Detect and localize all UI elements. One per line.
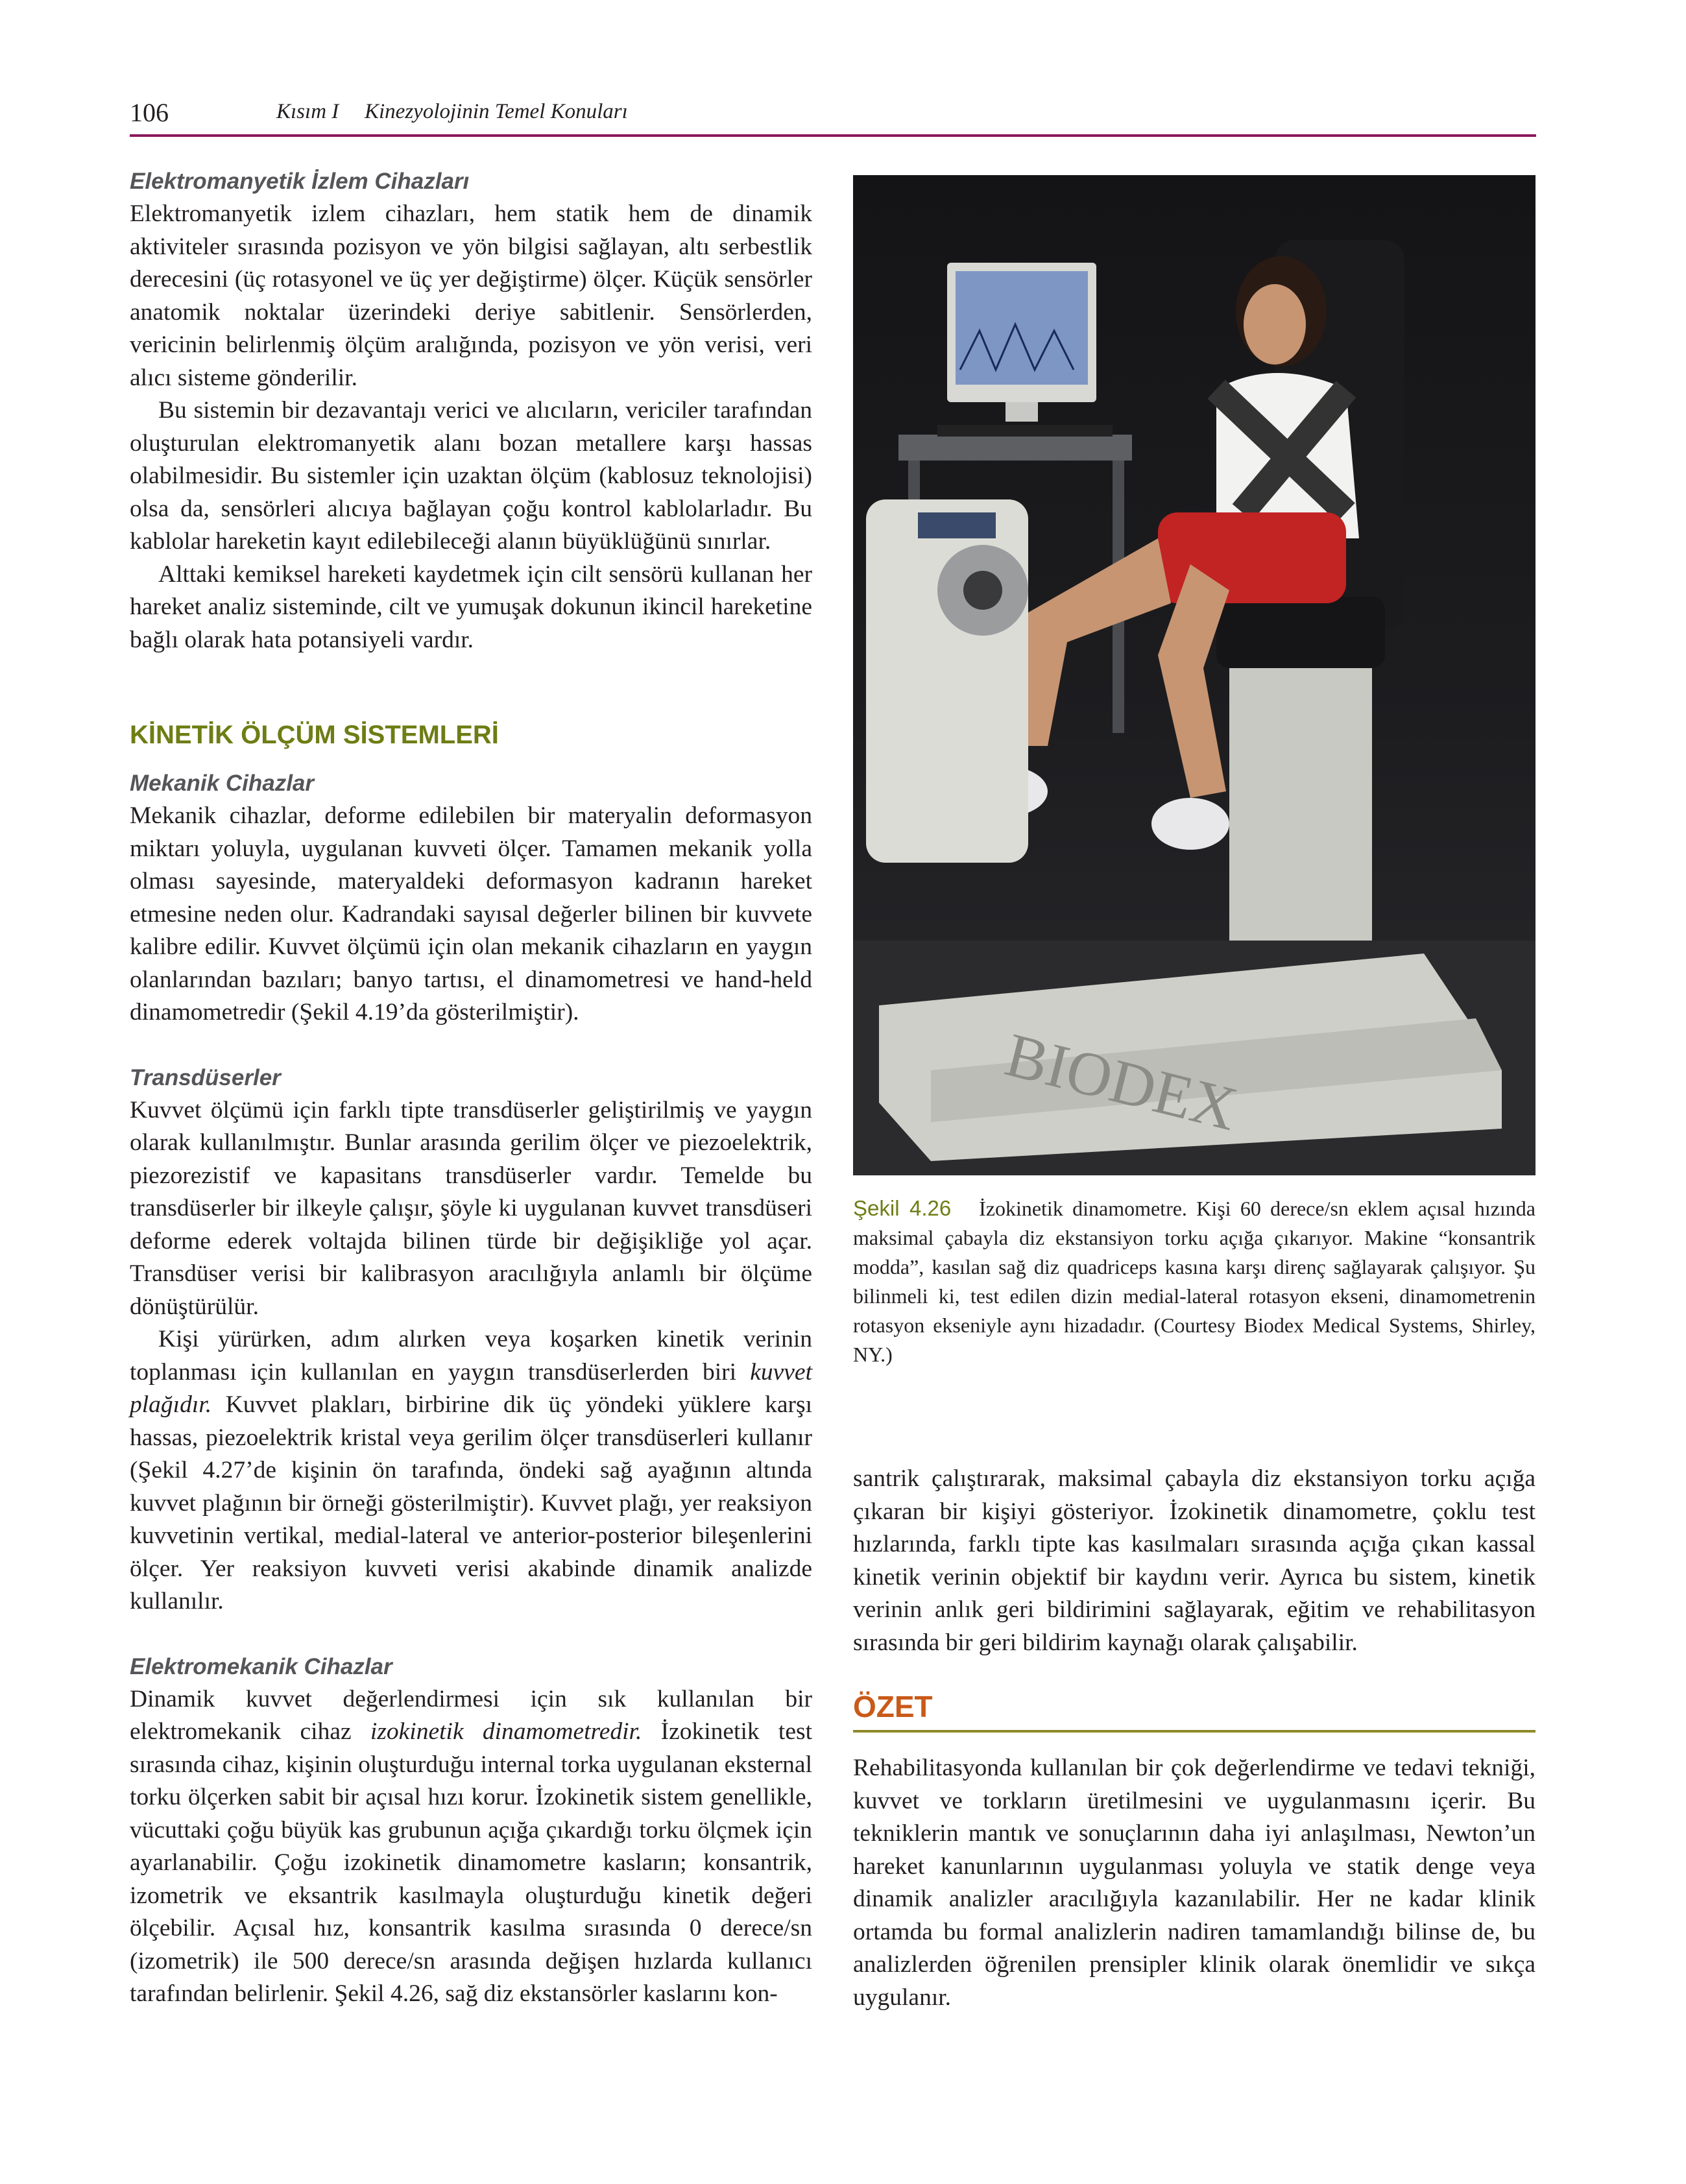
- emphasis: izokinetik dinamometredir.: [370, 1718, 642, 1745]
- section-heading-mechanical: Mekanik Cihazlar: [130, 771, 314, 796]
- chapter-title: Kinezyolojinin Temel Konuları: [365, 100, 628, 123]
- text-run: İzokinetik test sırasında cihaz, kişinin oluşturduğu internal torka uygulanan eksternal torku ölçerken sabit bir açısal hızı korur. İzokinetik sistem genellikle, vücuttaki çoğu büyük kas grubunun açığa çıkardığı torku ölçmek için ayarlanabilir. Çoğu izokinetik dinamometre kasların; konsantrik, izometrik ve eksantrik kasılmayla oluşturduğu kinetik değeri ölçebilir. Açısal hız, konsantrik kasılma sırasında 0 derece/sn (izometrik) ile 500 derece/sn arasında değişen hızlarda kullanıcı tarafından belirlenir. Şekil 4.26, sağ diz ekstansörler kaslarını kon-: [130, 1718, 812, 2007]
- summary-paragraph: Rehabilitasyonda kullanılan bir çok değerlendirme ve tedavi tekniği, kuvvet ve torkların üretilmesini ve uygulanmasını içerir. Bu tekniklerin mantık ve sonuçlarının daha iyi anlaşılması, Newton’un hareket kanunlarının uygulanması yoluyla ve statik denge veya dinamik analizler aracılığıyla kazanılabilir. Her ne kadar klinik ortamda bu formal analizlerin nadiren tamamlandığı bilinse de, bu analizlerden öğrenilen prensipler klinik olarak önemlidir ve sıkça uygulanır.: [853, 1755, 1535, 2011]
- paragraph: [130, 1683, 812, 2011]
- text-run: Kuvvet plakları, birbirine dik üç yöndeki yüklere karşı hassas, piezoelektrik kristal veya gerilim ölçer transdüserleri kullanır (Şekil 4.27’de kişinin ön tarafında, öndeki sağ ayağının altında kuvvet plağının bir örneği gösterilmiştir). Kuvvet plağı, yer reaksiyon kuvvetinin vertikal, medial-lateral ve anterior-posterior bileşenlerini ölçer. Yer reaksiyon kuvveti verisi akabinde dinamik analizde kullanılır.: [130, 1391, 812, 1614]
- figure-caption: [853, 1194, 1535, 1369]
- summary-rule: [853, 1730, 1535, 1733]
- text-run: Dinamik kuvvet değerlendirmesi için sık kullanılan bir elektromekanik cihaz: [130, 1685, 812, 1745]
- section-heading-transducers: Transdüserler: [130, 1064, 281, 1090]
- section-heading-electromagnetic: Elektromanyetik İzlem Cihazları: [130, 169, 470, 194]
- text-run: Kişi yürürken, adım alırken veya koşarken kinetik verinin toplanması için kullanılan en yaygın transdüserlerden biri: [130, 1326, 812, 1386]
- figure-photo-biodex: [853, 175, 1535, 1175]
- right-column: [853, 1463, 1535, 2014]
- dynamometer-illustration: [853, 175, 1535, 1175]
- summary-heading: ÖZET: [853, 1690, 933, 1723]
- paragraph: Mekanik cihazlar, deforme edilebilen bir materyalin deformasyon miktarı yoluyla, uygulanan kuvveti ölçer. Tamamen mekanik yolla olması sayesinde, materyaldeki deformasyon kadranın hareket etmesine neden olur. Kadrandaki sayısal değerler bilinen bir kuvvete kalibre edilir. Kuvvet ölçümü için olan mekanik cihazların en yaygın olanlarından bazıları; banyo tartısı, el dinamometresi ve hand-held dinamometredir (Şekil 4.19’da gösterilmiştir).: [130, 802, 812, 1026]
- page-number: 106: [130, 98, 169, 127]
- main-heading-kinetic: KİNETİK ÖLÇÜM SİSTEMLERİ: [130, 721, 499, 749]
- paragraph: Elektromanyetik izlem cihazları, hem statik hem de dinamik aktiviteler sırasında pozisyon ve yön bilgisi sağlayan, altı serbestlik derecesini (üç rotasyonel ve üç yer değiştirme) ölçer. Küçük sensörler anatomik noktalar üzerindeki deriye sabitlenir. Sensörlerden, vericinin belirlenmiş ölçüm aralığında, pozisyon ve yön verisi, veri alıcı sisteme gönderilir.: [130, 200, 812, 391]
- paragraph: santrik çalıştırarak, maksimal çabayla diz ekstansiyon torku açığa çıkaran bir kişiyi gösteriyor. İzokinetik dinamometre, çoklu test hızlarında, farklı tipte kas kasılmaları sırasında açığa çıkan kassal kinetik verinin objektif bir kaydını verir. Ayrıca bu sistem, kinetik verinin anlık geri bildirimini sağlayarak, eğitim ve rehabilitasyon sırasında bir geri bildirim kaynağı olarak çalışabilir.: [853, 1465, 1535, 1656]
- emphasis: kuvvet plağıdır.: [130, 1358, 812, 1418]
- figure-label: Şekil 4.26: [853, 1196, 952, 1220]
- caption-text: İzokinetik dinamometre. Kişi 60 derece/sn eklem açısal hızında maksimal çabayla diz ekstansiyon torku açığa çıkarıyor. Makine “konsantrik modda”, kasılan sağ diz quadriceps kasına karşı direnç sağlayarak çalışıyor. Şu bilinmeli ki, test edilen dizin medial-lateral rotasyon ekseni, dinamometrenin rotasyon ekseniyle aynı hizadadır. (Courtesy Biodex Medical Systems, Shirley, NY.): [853, 1197, 1536, 1366]
- left-column: [130, 165, 812, 2011]
- brand-text: BIODEX: [998, 1019, 1244, 1144]
- paragraph: [130, 1323, 812, 1618]
- section-heading-electromechanical: Elektromekanik Cihazlar: [130, 1653, 392, 1679]
- paragraph: Kuvvet ölçümü için farklı tipte transdüserler geliştirilmiş ve yaygın olarak kullanılmıştır. Bunlar arasında gerilim ölçer ve piezoelektrik, piezorezistif ve kapasitans transdüserler vardır. Temelde bu transdüserler bir ilkeyle çalışır, şöyle ki uygulanan kuvvet transdüseri deforme ederek voltajda bilinen türde bir değişikliğe yol açar. Transdüser verisi bir kalibrasyon aracılığıyla anlamlı bir ölçüme dönüştürülür.: [130, 1096, 812, 1320]
- part-label: Kısım I: [276, 100, 339, 123]
- paragraph: Alttaki kemiksel hareketi kaydetmek için cilt sensörü kullanan her hareket analiz sisteminde, cilt ve yumuşak dokunun ikincil hareketine bağlı olarak hata potansiyeli vardır.: [130, 560, 812, 653]
- paragraph: Bu sistemin bir dezavantajı verici ve alıcıların, vericiler tarafından oluşturulan elektromanyetik alanı bozan metallere karşı hassas olabilmesidir. Bu sistemler için uzaktan ölçüm (kablosuz teknolojisi) olsa da, sensörleri alıcıya bağlayan çoğu kontrol kablolarladır. Bu kablolar hareketin kayıt edilebileceği alanın büyüklüğünü sınırlar.: [130, 397, 812, 555]
- running-header: [130, 97, 1536, 136]
- header-rule: [130, 134, 1536, 137]
